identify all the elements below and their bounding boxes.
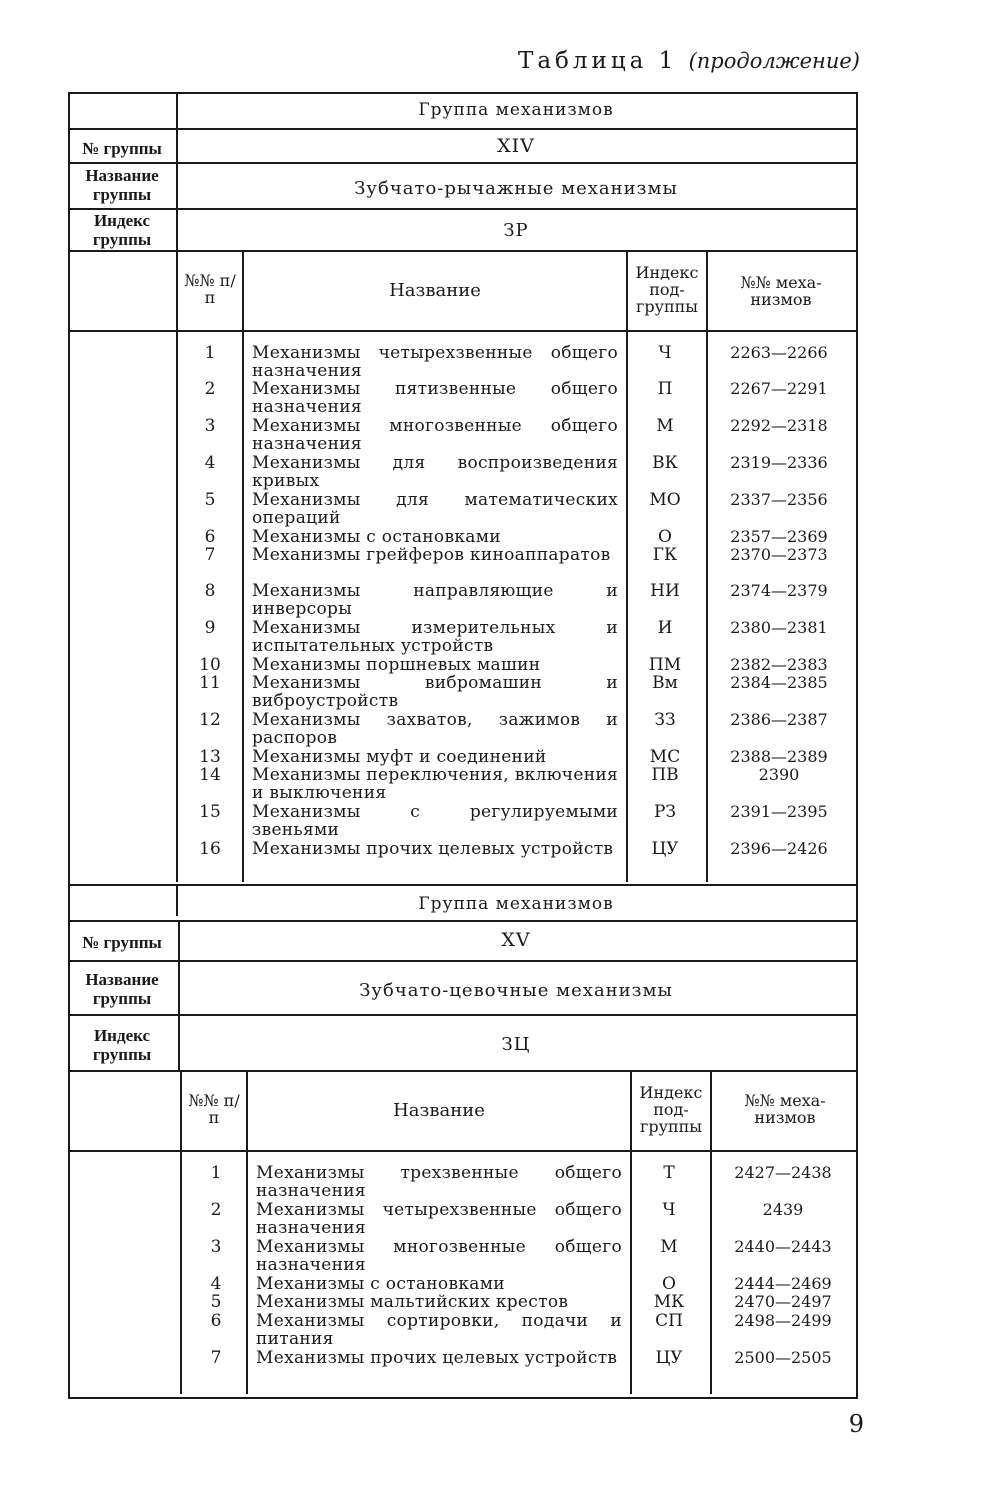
row-mechanism-range: 2382—2383 [730,655,828,674]
group-index-1: ЗР [503,220,529,241]
row-name: Механизмы пятизвенные общего назначения [252,379,618,417]
row-number: 4 [210,1274,222,1294]
row-mechanism-range: 2370—2373 [730,545,828,564]
group-header-2: Группа механизмов [418,894,614,914]
row-name: Механизмы четырехзвенные общего назначения [252,343,618,381]
row-mechanism-range: 2444—2469 [734,1274,832,1293]
row-subgroup-index: ГК [652,545,678,565]
group-no-label-2: № группы [82,933,162,952]
row-name: Механизмы направляющие и инверсоры [252,581,618,619]
col-num-header-2: №№ п/п [188,1091,240,1127]
row-mechanism-range: 2498—2499 [734,1311,832,1330]
col-divider [176,252,178,882]
col-divider [710,1072,712,1394]
row-number: 11 [199,673,221,693]
row-name: Механизмы многозвенные общего назначения [252,416,618,454]
row-subgroup-index: НИ [650,581,680,601]
col-range-header-1: №№ меха-низмов [740,273,822,309]
row-subgroup-index: О [662,1274,676,1294]
row-subgroup-index: Т [663,1163,675,1183]
row-name: Механизмы мальтийских крестов [256,1292,569,1312]
row-mechanism-range: 2263—2266 [730,343,828,362]
row-number: 9 [204,618,216,638]
caption-note: (продолжение) [688,49,860,73]
row-name: Механизмы захватов, зажимов и распоров [252,710,618,748]
row-number: 4 [204,453,216,473]
label-divider-2 [176,886,178,916]
col-range-header-2: №№ меха-низмов [744,1091,826,1127]
group-index-label-1: Индекс группы [92,211,152,249]
row-subgroup-index: РЗ [653,802,677,822]
group-name-2: Зубчато-цевочные механизмы [359,980,673,1001]
group-index-label-2: Индекс группы [92,1026,152,1064]
row-mechanism-range: 2427—2438 [734,1163,832,1182]
row-name: Механизмы четырехзвенные общего назначения [256,1200,622,1238]
row-subgroup-index: Ч [662,1200,676,1220]
row-number: 7 [204,545,216,565]
row-number: 6 [210,1311,222,1331]
group-no-2: XV [501,929,531,951]
row-mechanism-range: 2500—2505 [734,1348,832,1367]
row-subgroup-index: МК [653,1292,685,1312]
page-number: 9 [848,1410,864,1438]
row-number: 3 [210,1237,222,1257]
row-name: Механизмы измерительных и испытательных устройств [252,618,618,656]
row-number: 13 [199,747,221,767]
group-header-1: Группа механизмов [418,100,614,120]
group-name-label-2: Название группы [85,970,159,1008]
row-subgroup-index: Вм [652,673,678,693]
row-name: Механизмы муфт и соединений [252,747,547,767]
row-subgroup-index: ПМ [648,655,682,675]
row-subgroup-index: О [658,527,672,547]
row-subgroup-index: МО [649,490,681,510]
row-name: Механизмы многозвенные общего назначения [256,1237,622,1275]
row-number: 2 [204,379,216,399]
caption-title: Таблица 1 [517,48,678,74]
row-name: Механизмы прочих целевых устройств [256,1348,618,1368]
row-subgroup-index: ЦУ [651,839,679,859]
row-subgroup-index: ЦУ [655,1348,683,1368]
row-line [68,162,856,164]
row-number: 6 [204,527,216,547]
row-line [68,1070,856,1072]
row-mechanism-range: 2374—2379 [730,581,828,600]
row-number: 1 [210,1163,222,1183]
row-mechanism-range: 2357—2369 [730,527,828,546]
col-num-header-1: №№ п/п [184,271,236,307]
row-name: Механизмы с остановками [252,527,501,547]
group-name-1: Зубчато-рычажные механизмы [354,178,678,199]
row-subgroup-index: М [660,1237,678,1257]
row-subgroup-index: СП [655,1311,683,1331]
col-divider [246,1072,248,1394]
table-caption [518,48,860,74]
row-mechanism-range: 2267—2291 [730,379,828,398]
row-number: 8 [204,581,216,601]
row-subgroup-index: И [657,618,673,638]
row-mechanism-range: 2440—2443 [734,1237,832,1256]
row-number: 1 [204,343,216,363]
row-name: Механизмы с регулируемыми звеньями [252,802,618,840]
row-mechanism-range: 2337—2356 [730,490,828,509]
row-mechanism-range: 2319—2336 [730,453,828,472]
row-subgroup-index: ПВ [651,765,679,785]
row-number: 3 [204,416,216,436]
row-line [68,920,856,922]
row-name: Механизмы трехзвенные общего назначения [256,1163,622,1201]
row-number: 10 [199,655,221,675]
row-mechanism-range: 2470—2497 [734,1292,832,1311]
col-name-header-1: Название [389,280,481,301]
row-number: 12 [199,710,221,730]
row-number: 14 [199,765,221,785]
row-name: Механизмы для воспроизведения кривых [252,453,618,491]
row-line [68,128,856,130]
row-line [68,330,856,332]
row-mechanism-range: 2292—2318 [730,416,828,435]
col-divider [626,252,628,882]
row-number: 5 [204,490,216,510]
group-no-label-1: № группы [82,139,162,158]
row-subgroup-index: ВК [652,453,678,473]
row-mechanism-range: 2439 [762,1200,804,1219]
row-line [68,250,856,252]
col-index-header-1: Индекс под-группы [635,263,699,316]
row-subgroup-index: МС [649,747,681,767]
row-subgroup-index: П [657,379,673,399]
col-divider [706,252,708,882]
col-divider [180,1072,182,1394]
row-number: 16 [199,839,221,859]
col-name-header-2: Название [393,1100,485,1121]
group-no-1: XIV [497,135,535,157]
row-name: Механизмы с остановками [256,1274,505,1294]
col-index-header-2: Индекс под-группы [639,1083,703,1136]
row-name: Механизмы переключения, включения и выключения [252,765,618,803]
row-mechanism-range: 2390 [758,765,800,784]
row-mechanism-range: 2380—2381 [730,618,828,637]
row-mechanism-range: 2384—2385 [730,673,828,692]
row-line [68,208,856,210]
row-name: Механизмы грейферов киноаппаратов [252,545,611,565]
row-subgroup-index: Ч [658,343,672,363]
row-subgroup-index: М [656,416,674,436]
row-number: 2 [210,1200,222,1220]
group-index-2: ЗЦ [501,1034,531,1055]
row-name: Механизмы для математических операций [252,490,618,528]
row-number: 5 [210,1292,222,1312]
row-name: Механизмы сортировки, подачи и питания [256,1311,622,1349]
row-mechanism-range: 2386—2387 [730,710,828,729]
row-name: Механизмы прочих целевых устройств [252,839,614,859]
row-line [68,884,856,886]
row-name: Механизмы поршневых машин [252,655,541,675]
row-mechanism-range: 2388—2389 [730,747,828,766]
row-subgroup-index: ЗЗ [654,710,676,730]
row-mechanism-range: 2396—2426 [730,839,828,858]
col-divider [242,252,244,882]
row-name: Механизмы вибромашин и виброустройств [252,673,618,711]
row-mechanism-range: 2391—2395 [730,802,828,821]
row-line [68,1150,856,1152]
row-line [68,1014,856,1016]
row-line [68,960,856,962]
group-name-label-1: Название группы [85,166,159,204]
row-number: 15 [199,802,221,822]
row-number: 7 [210,1348,222,1368]
